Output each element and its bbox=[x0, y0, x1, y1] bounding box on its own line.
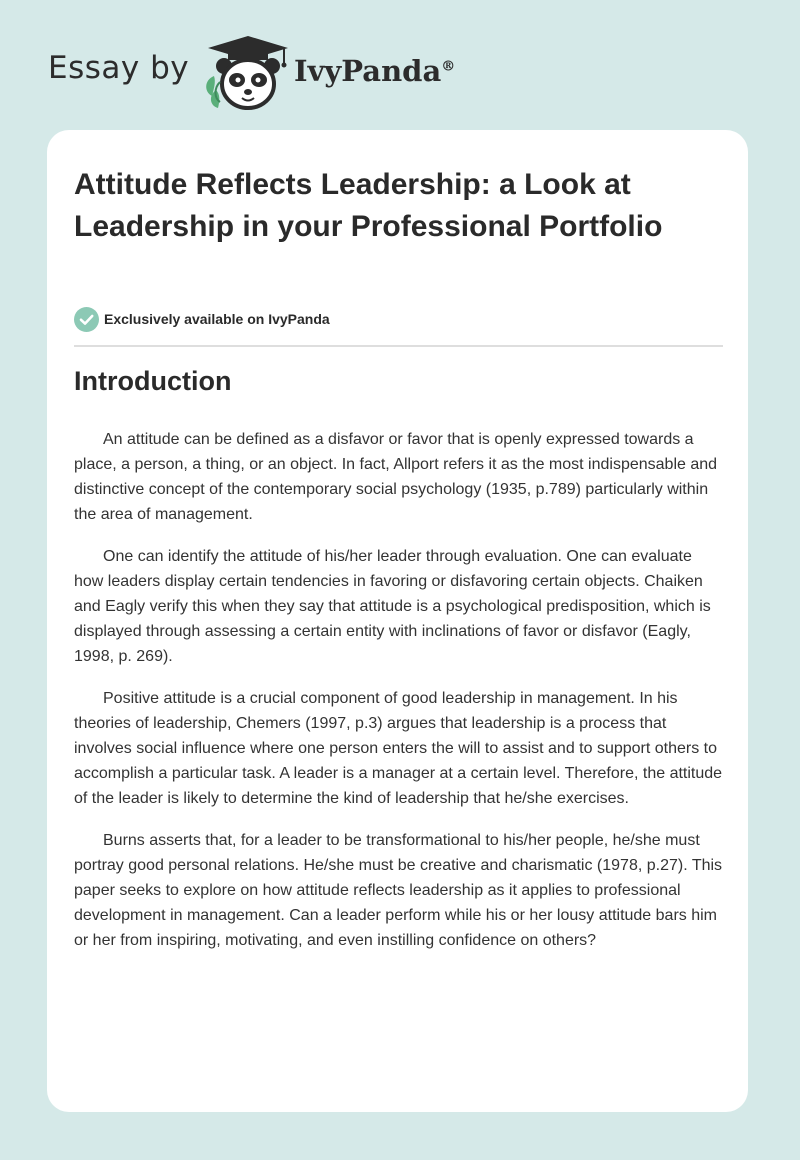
essay-by-label: Essay by bbox=[48, 50, 190, 86]
section-heading-introduction: Introduction bbox=[74, 366, 232, 396]
check-circle-icon bbox=[74, 307, 99, 332]
body-paragraph: Burns asserts that, for a leader to be transformational to his/her people, he/she must portray good personal relations. He/she must be creative and charismatic (1978, p.27). This paper seeks to explore on how attitude reflects leadership as it applies to professional development in management. Can a leader perform while his or her lousy attitude bars him or her from inspiring, motivating, and even instilling confidence on others? bbox=[74, 832, 723, 949]
article-body bbox=[74, 427, 724, 970]
exclusive-badge bbox=[74, 306, 330, 332]
registered-mark: ® bbox=[441, 58, 456, 75]
exclusive-badge-label: Exclusively available on IvyPanda bbox=[104, 311, 330, 327]
site-header bbox=[48, 32, 548, 112]
page-title: Attitude Reflects Leadership: a Look at Leadership in your Professional Portfolio bbox=[74, 168, 663, 243]
panda-graduation-cap-icon bbox=[200, 32, 296, 112]
title-divider bbox=[74, 345, 723, 347]
body-paragraph: Positive attitude is a crucial component of good leadership in management. In his theories of leadership, Chemers (1997, p.3) argues that leadership is a process that involves social influence where one person enters the will to assist and to support others to accomplish a particular task. A leader is a manager at a certain level. Therefore, the attitude of the leader is likely to determine the kind of leadership that he/she exercises. bbox=[74, 690, 723, 807]
brand-name: IvyPanda® bbox=[294, 54, 456, 88]
body-paragraph: An attitude can be defined as a disfavor or favor that is openly expressed towards a place, a person, a thing, or an object. In fact, Allport refers it as the most indispensable and distinctive concept of the contemporary social psychology (1935, p.789) particularly within the area of management. bbox=[74, 431, 718, 523]
essay-card bbox=[47, 130, 748, 1112]
body-paragraph: One can identify the attitude of his/her leader through evaluation. One can evaluate how leaders display certain tendencies in favoring or disfavoring certain objects. Chaiken and Eagly verify this when they say that attitude is a psychological predisposition, which is displayed through assessing a certain entity with inclinations of favor or disfavor (Eagly, 1998, p. 269). bbox=[74, 548, 711, 665]
